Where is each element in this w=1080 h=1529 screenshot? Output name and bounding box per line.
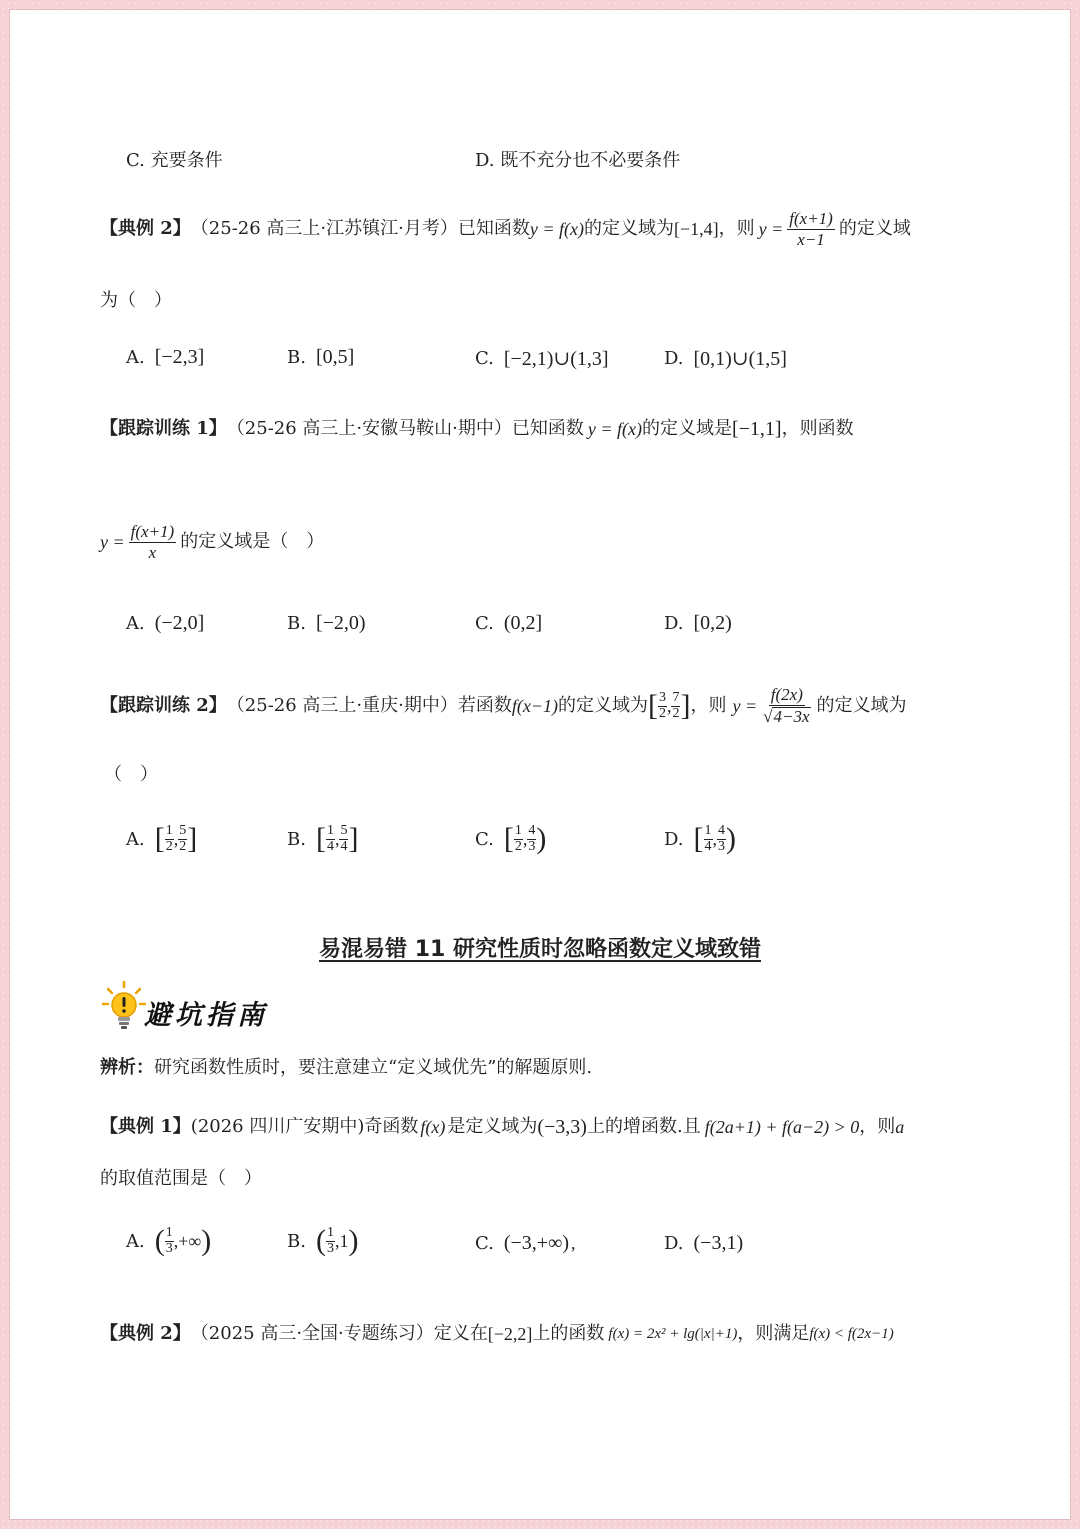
- answer-option[interactable]: [287, 612, 366, 635]
- right-bracket: ]: [348, 822, 359, 855]
- fraction-numerator: 5: [179, 822, 187, 838]
- right-bracket: ): [536, 822, 547, 855]
- text: 已知函数: [457, 218, 530, 239]
- source: （25-26 高三上·重庆·期中）: [226, 695, 458, 716]
- option-value: [694, 822, 737, 856]
- text: ，则: [859, 1116, 896, 1137]
- answer-option[interactable]: [126, 346, 204, 369]
- text: 定义在: [433, 1323, 488, 1344]
- text: 已知函数: [511, 418, 584, 439]
- function-expr: y = f(x): [529, 219, 584, 239]
- option-label: A.: [126, 347, 145, 368]
- text: ，则函数: [781, 418, 854, 439]
- right-paren: ): [201, 1224, 212, 1257]
- source: （25-26 高三上·江苏镇江·月考）: [190, 218, 458, 239]
- fraction-numerator: 3: [658, 689, 666, 705]
- text: 的定义域为: [583, 218, 674, 239]
- analysis-text: 研究函数性质时，要注意建立“定义域优先”的解题原则.: [154, 1057, 593, 1078]
- fraction-denominator: 2: [514, 838, 522, 854]
- option-value: [0,5]: [315, 346, 355, 368]
- fraction: [527, 824, 536, 854]
- right-bracket: ]: [187, 822, 198, 855]
- function-expr: f(x) = 2x² + lg(|x|+1): [608, 1325, 738, 1342]
- sqrt-sign: √: [763, 707, 773, 726]
- answer-option[interactable]: [287, 346, 354, 369]
- option-label: D.: [664, 348, 684, 369]
- right-paren: ): [348, 1224, 359, 1257]
- answer-option[interactable]: [475, 1232, 576, 1255]
- option-value: (−2,0]: [154, 612, 205, 634]
- fraction: [326, 1226, 335, 1256]
- option-label: B.: [287, 1230, 306, 1252]
- answer-option[interactable]: [287, 1224, 358, 1258]
- inequality-expr: f(x) < f(2x−1): [809, 1325, 894, 1342]
- option-label: D.: [664, 613, 684, 634]
- answer-option[interactable]: [664, 346, 787, 371]
- answer-option[interactable]: [126, 1224, 211, 1258]
- option-label: C.: [475, 828, 494, 850]
- fraction-denominator: [761, 706, 812, 726]
- function-expr: f(x−1): [511, 696, 558, 716]
- fraction-denominator: 3: [326, 1240, 334, 1256]
- option-label: A.: [126, 613, 145, 634]
- option-label: B.: [287, 828, 306, 850]
- left-bracket: [: [693, 822, 704, 855]
- fraction: [658, 691, 667, 721]
- fraction-denominator: 2: [658, 705, 666, 721]
- left-bracket: [: [315, 822, 326, 855]
- fraction-denominator: 3: [165, 1240, 173, 1256]
- function-expr: y = f(x): [587, 419, 642, 439]
- fraction-numerator: 7: [672, 689, 680, 705]
- text: ，则满足: [737, 1323, 810, 1344]
- source: (2026 四川广安期中): [190, 1116, 365, 1137]
- option-value: (−3,+∞): [503, 1232, 569, 1254]
- fraction-numerator: 1: [326, 1224, 334, 1240]
- domain-expr: (−3,3): [537, 1116, 587, 1138]
- domain-expr: [−1,4]: [673, 219, 719, 239]
- analysis-label: 辨析：: [100, 1057, 154, 1078]
- lightbulb-icon: [102, 980, 146, 1032]
- option-value-tail: ,1: [334, 1230, 349, 1251]
- left-bracket: [: [154, 822, 165, 855]
- fraction-numerator: 1: [514, 822, 522, 838]
- fraction-denominator: 4: [704, 838, 712, 854]
- fraction-numerator: 1: [165, 1224, 173, 1240]
- option-value: (−3,1): [693, 1232, 744, 1254]
- comma: ,: [334, 828, 340, 849]
- answer-option[interactable]: [126, 822, 197, 856]
- y-eq: y =: [758, 219, 784, 239]
- left-bracket: [: [503, 822, 514, 855]
- option-value: (0,2]: [503, 612, 543, 634]
- left-paren: (: [315, 1224, 326, 1257]
- function-expr: f(x): [420, 1117, 446, 1137]
- option-value: [155, 1224, 211, 1258]
- fraction-numerator: 5: [340, 822, 348, 838]
- y-eq: y =: [732, 696, 758, 716]
- fraction-denominator: 2: [179, 838, 187, 854]
- text: 奇函数: [364, 1116, 419, 1137]
- example-tag: 【典例 2】: [100, 218, 191, 239]
- source: （2025 高三·全国·专题练习）: [190, 1323, 434, 1344]
- variable: a: [895, 1117, 905, 1137]
- track-tag: 【跟踪训练 1】: [100, 418, 227, 439]
- fraction: [761, 686, 812, 726]
- comma: ,: [173, 828, 179, 849]
- fraction: [129, 523, 177, 562]
- text: 的定义域是（ ）: [180, 531, 325, 552]
- right-bracket: ): [726, 822, 737, 855]
- fraction: [165, 824, 174, 854]
- text: 若函数: [457, 695, 512, 716]
- option-value-tail: ,+∞: [173, 1230, 202, 1251]
- track-2-stem: [100, 681, 907, 731]
- option-label: C.: [475, 348, 494, 369]
- fraction-numerator: 1: [165, 822, 173, 838]
- fraction-numerator: 4: [718, 822, 726, 838]
- option-value: [−2,1)∪(1,3]: [503, 348, 609, 370]
- fraction: [704, 824, 713, 854]
- track-1-stem-line2: [100, 515, 324, 569]
- example-1-stem-line2: 的取值范围是（ ）: [100, 1168, 262, 1189]
- fraction-denominator: 3: [528, 838, 536, 854]
- left-paren: (: [154, 1224, 165, 1257]
- fraction-numerator: 1: [704, 822, 712, 838]
- domain-expr: [−2,2]: [487, 1324, 533, 1344]
- text: 的定义域: [838, 218, 911, 239]
- analysis: [100, 1059, 592, 1077]
- fraction-denominator: 4: [340, 838, 348, 854]
- fraction-denominator: 2: [672, 705, 680, 721]
- example-tag: 【典例 2】: [100, 1323, 191, 1344]
- example-tag: 【典例 1】: [100, 1116, 191, 1137]
- answer-option[interactable]: [287, 822, 358, 856]
- comma: ,: [712, 828, 718, 849]
- left-bracket: [: [647, 689, 658, 722]
- text: ，则: [690, 695, 727, 716]
- text: 的定义域为: [816, 695, 907, 716]
- option-label: A.: [126, 828, 145, 850]
- fraction-numerator: 4: [528, 822, 536, 838]
- fraction: [178, 824, 187, 854]
- fraction: [787, 210, 835, 249]
- option-value: [316, 822, 359, 856]
- answer-option[interactable]: [664, 612, 732, 635]
- example-1-stem: [100, 1110, 904, 1144]
- text: 的定义域是: [641, 418, 732, 439]
- answer-option[interactable]: [475, 612, 542, 635]
- fraction-numerator: f(x+1): [789, 208, 833, 228]
- fraction-numerator: f(x+1): [130, 521, 175, 541]
- answer-option[interactable]: [126, 612, 204, 635]
- text: 上的函数: [532, 1323, 605, 1344]
- guide-banner: [102, 980, 268, 1032]
- option-value: [0,1)∪(1,5]: [693, 348, 787, 370]
- text: 上的增函数.且: [586, 1116, 701, 1137]
- option-d: D. 既不充分也不必要条件: [475, 150, 681, 171]
- fraction-numerator: 1: [326, 822, 334, 838]
- fraction-numerator: f(2x): [770, 685, 803, 705]
- option-label: D.: [664, 1233, 684, 1254]
- option-label: B.: [287, 613, 306, 634]
- answer-option[interactable]: [664, 822, 736, 856]
- option-value: [0,2): [693, 612, 732, 634]
- example-2-stem: [100, 205, 911, 253]
- option-label: C.: [475, 1233, 494, 1254]
- fraction: [165, 1226, 174, 1256]
- comma: ,: [522, 828, 528, 849]
- option-label: C.: [475, 613, 494, 634]
- option-label: B.: [287, 347, 306, 368]
- option-label: A.: [126, 1230, 145, 1252]
- fraction: [339, 824, 348, 854]
- fraction: [717, 824, 726, 854]
- option-label: D.: [664, 828, 684, 850]
- fraction: [326, 824, 335, 854]
- answer-option[interactable]: [664, 1232, 743, 1255]
- fraction: [671, 691, 680, 721]
- track-1-stem: [100, 414, 854, 444]
- comma: ,: [666, 696, 672, 716]
- answer-option[interactable]: [475, 346, 609, 371]
- inequality-expr: f(2a+1) + f(a−2) > 0: [704, 1117, 860, 1137]
- fraction-denominator: x−1: [797, 229, 825, 249]
- sqrt-content: 4−3x: [773, 707, 810, 726]
- example-2-stem-line2: 为（ ）: [100, 290, 172, 311]
- fraction-denominator: x: [148, 542, 157, 562]
- option-c: C. 充要条件: [126, 150, 223, 171]
- option-tail: ,: [571, 1233, 576, 1253]
- track-2-stem-line2: （ ）: [104, 764, 158, 785]
- y-eq: y =: [100, 532, 125, 552]
- text: ，则: [718, 218, 755, 239]
- fraction-denominator: 2: [165, 838, 173, 854]
- guide-label: 避坑指南: [144, 1000, 268, 1031]
- option-value: [316, 1224, 359, 1258]
- option-value: [−2,0): [315, 612, 366, 634]
- option-value: [−2,3]: [154, 346, 205, 368]
- source: （25-26 高三上·安徽马鞍山·期中）: [226, 418, 512, 439]
- track-tag: 【跟踪训练 2】: [100, 695, 227, 716]
- section-title-text: 易混易错 11 研究性质时忽略函数定义域致错: [319, 937, 761, 962]
- fraction-denominator: 3: [718, 838, 726, 854]
- answer-option[interactable]: [475, 822, 546, 856]
- section-title: [0, 932, 1080, 963]
- example-2b-stem: [100, 1322, 894, 1346]
- domain-expr: [−1,1]: [731, 418, 782, 440]
- text: 的定义域为: [557, 695, 648, 716]
- right-bracket: ]: [680, 689, 691, 722]
- text: 是定义域为: [447, 1116, 538, 1137]
- option-value: [155, 822, 198, 856]
- option-value: [504, 822, 547, 856]
- fraction: [514, 824, 523, 854]
- fraction-denominator: 4: [326, 838, 334, 854]
